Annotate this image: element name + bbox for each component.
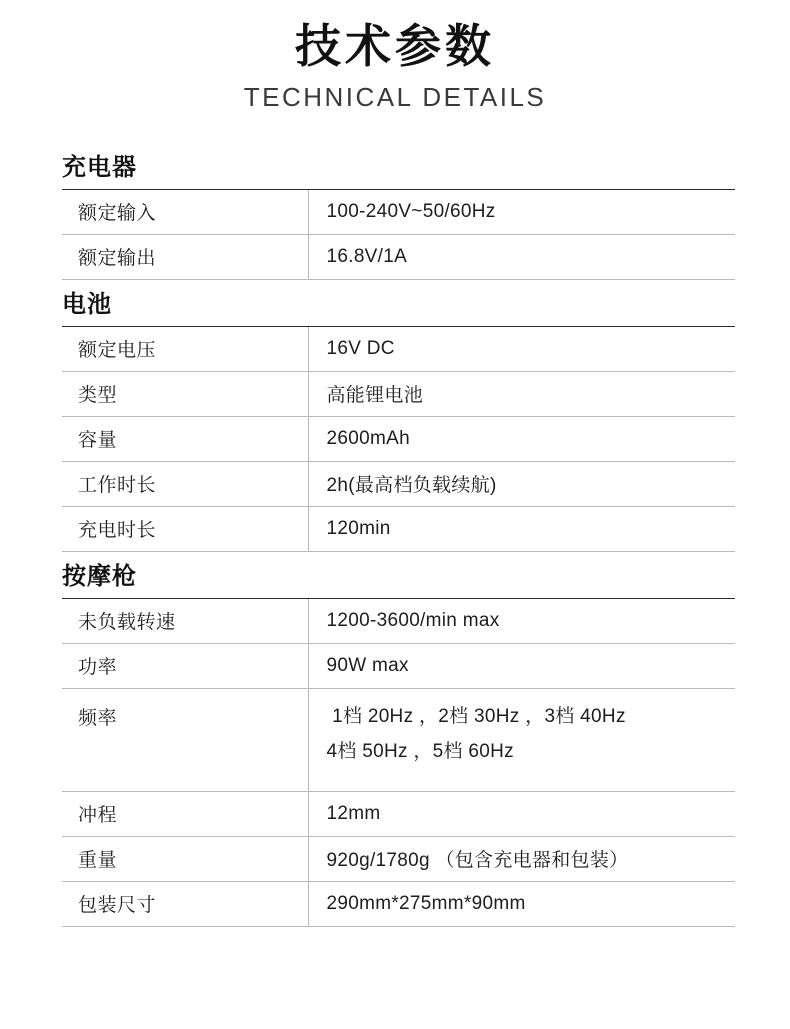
row-key: 额定输入: [62, 189, 308, 234]
table-row: [62, 189, 735, 234]
table-row: [62, 598, 735, 643]
table-row: [62, 643, 735, 688]
row-key: 充电时长: [62, 506, 308, 551]
section-label: 充电器: [62, 143, 735, 190]
row-key: 频率: [62, 688, 308, 791]
table-row: [62, 326, 735, 371]
row-value: 290mm*275mm*90mm: [308, 881, 735, 926]
row-value: [308, 688, 735, 791]
row-value: 16.8V/1A: [308, 234, 735, 279]
section-header-massage-gun: [62, 551, 735, 598]
table-row: [62, 234, 735, 279]
row-key: 未负载转速: [62, 598, 308, 643]
table-row: [62, 461, 735, 506]
row-value: 高能锂电池: [308, 371, 735, 416]
table-row: [62, 881, 735, 926]
row-value-line-2: 4档 50Hz ，5档 60Hz: [326, 740, 514, 762]
row-key: 冲程: [62, 791, 308, 836]
row-key: 功率: [62, 643, 308, 688]
row-value: 100-240V~50/60Hz: [308, 189, 735, 234]
row-key: 额定输出: [62, 234, 308, 279]
row-value: 16V DC: [308, 326, 735, 371]
table-row: [62, 416, 735, 461]
row-value: 90W max: [308, 643, 735, 688]
table-row: [62, 371, 735, 416]
page-title-en: TECHNICAL DETAILS: [243, 81, 547, 112]
section-header-battery: [62, 279, 735, 326]
specifications-table: [62, 143, 735, 927]
row-value-line-1: 1档 20Hz ，2档 30Hz ，3档 40Hz: [326, 705, 626, 727]
row-value: 2600mAh: [308, 416, 735, 461]
row-value: 1200-3600/min max: [308, 598, 735, 643]
section-header-charger: [62, 143, 735, 190]
page-header: [0, 0, 790, 113]
row-value: 2h(最高档负载续航): [308, 461, 735, 506]
table-row: [62, 688, 735, 791]
row-value: 12mm: [308, 791, 735, 836]
row-value: 120min: [308, 506, 735, 551]
row-key: 包装尺寸: [62, 881, 308, 926]
table-row: [62, 836, 735, 881]
row-key: 额定电压: [62, 326, 308, 371]
specifications-container: [62, 143, 735, 927]
section-label: 按摩枪: [62, 551, 735, 598]
row-key: 类型: [62, 371, 308, 416]
row-value: 920g/1780g （包含充电器和包装）: [308, 836, 735, 881]
section-label: 电池: [62, 279, 735, 326]
row-key: 工作时长: [62, 461, 308, 506]
table-row: [62, 506, 735, 551]
row-key: 容量: [62, 416, 308, 461]
table-row: [62, 791, 735, 836]
row-key: 重量: [62, 836, 308, 881]
page-title-cn: 技术参数: [295, 20, 495, 72]
